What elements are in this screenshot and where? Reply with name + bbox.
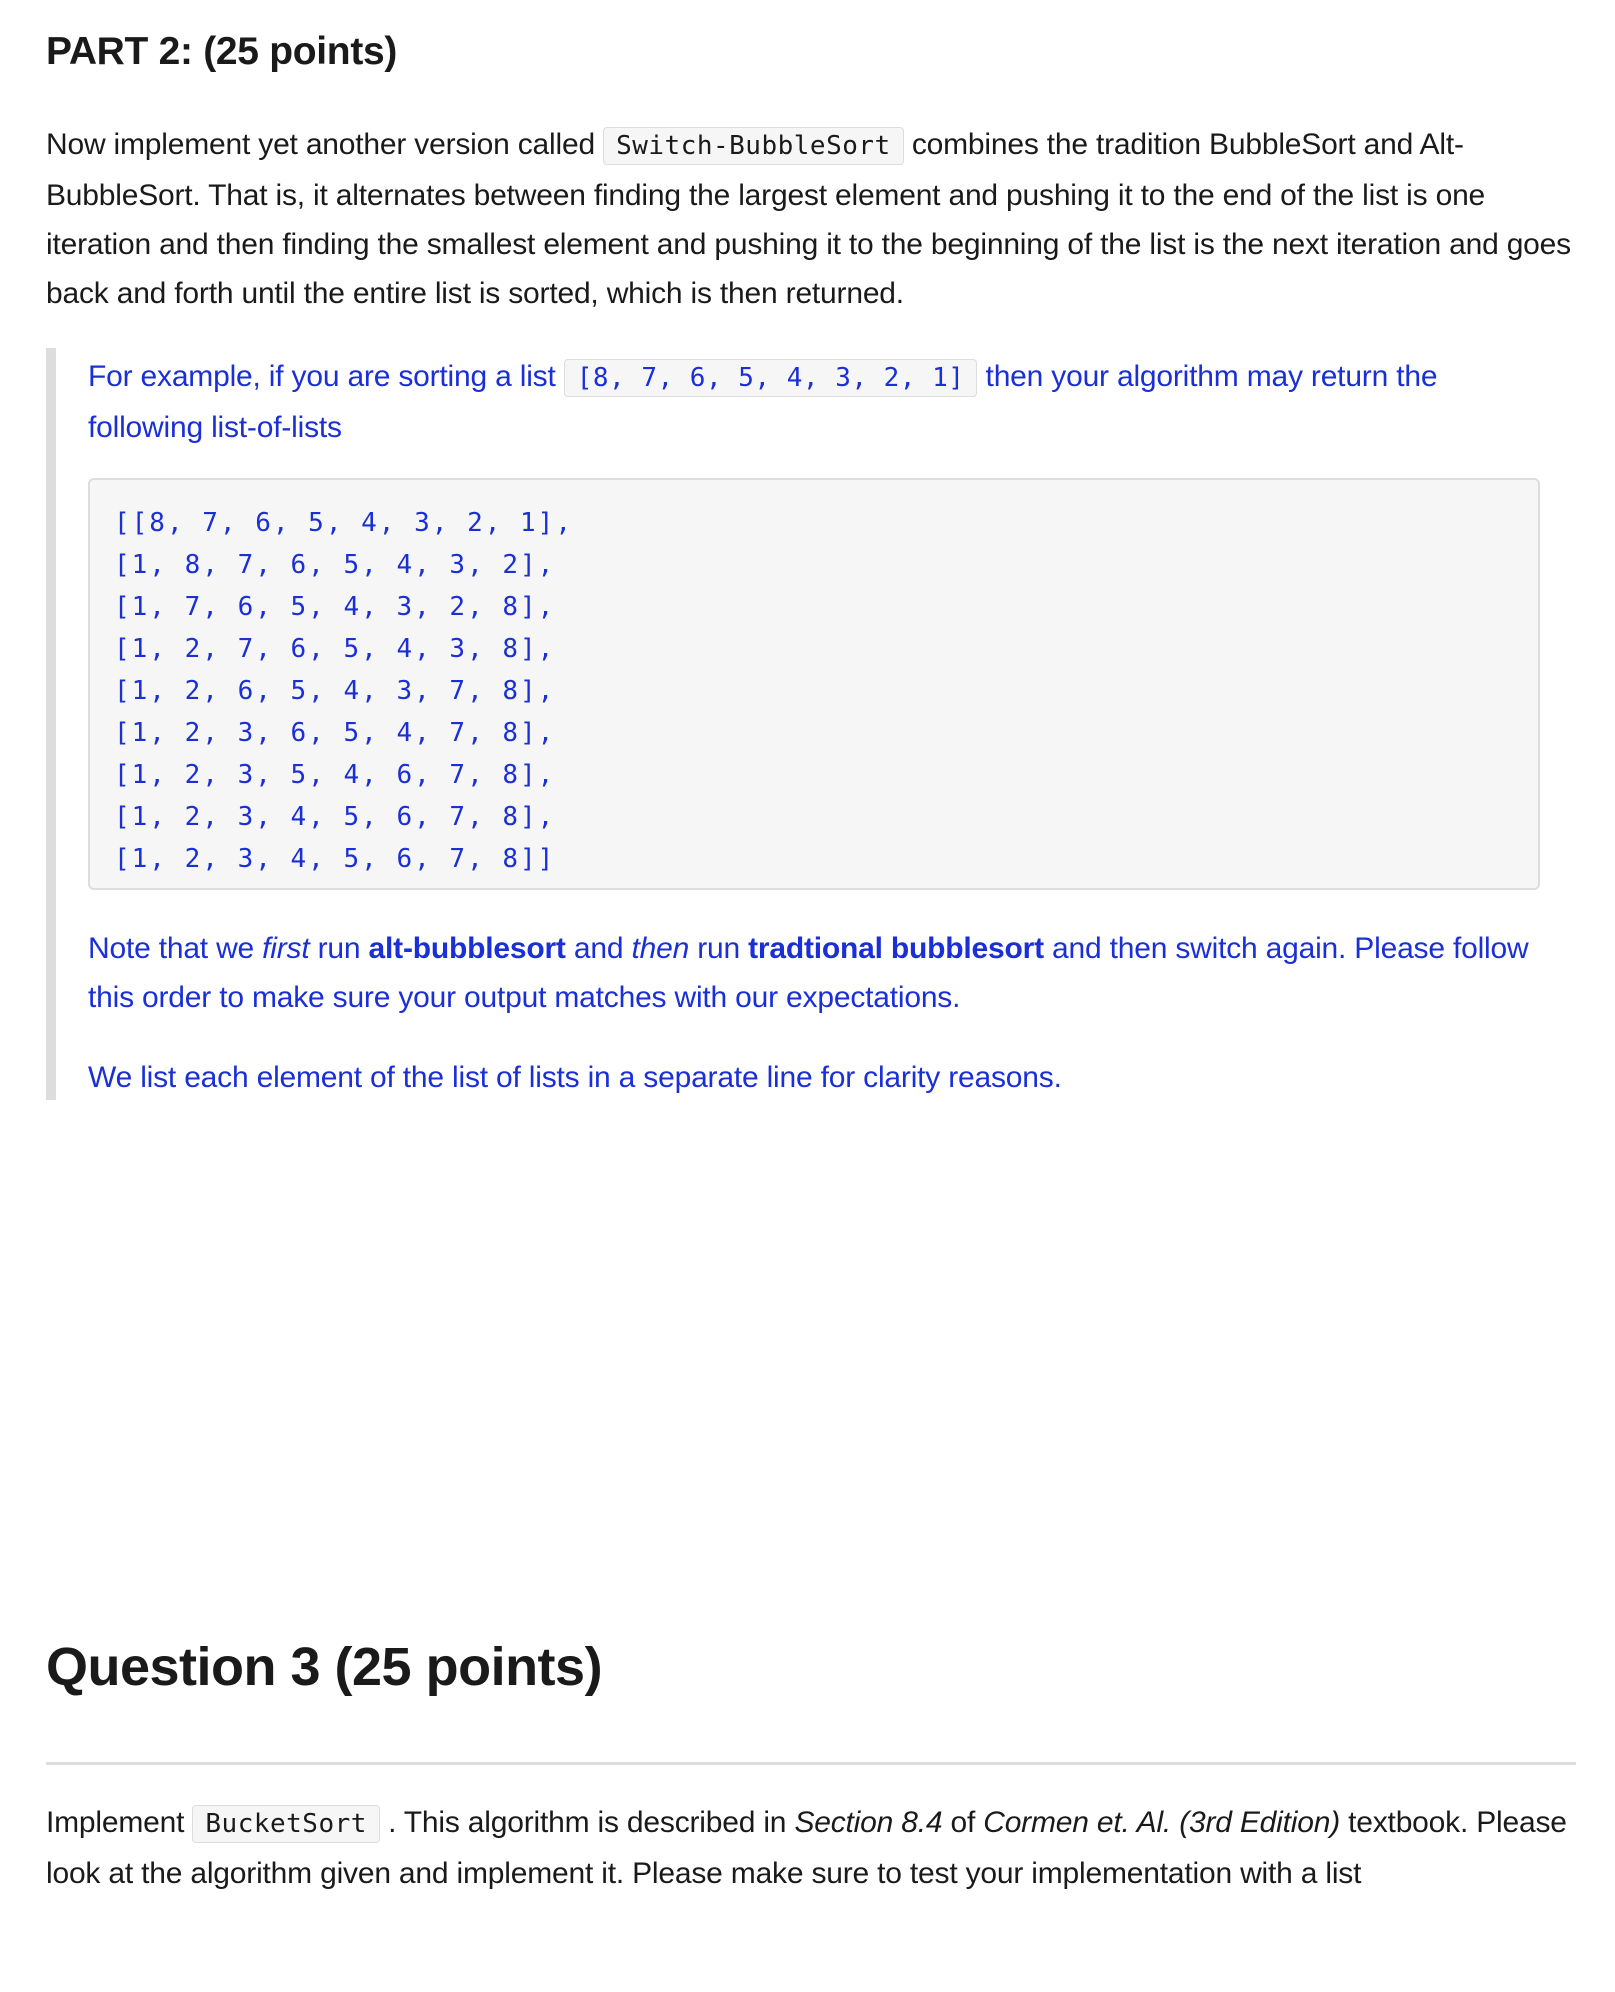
q3-text: textbook. Please look at the algorithm given and implement it. Please make sure to test your implementation with a list — [46, 1806, 1567, 1890]
part2-intro-paragraph — [46, 120, 1576, 318]
note-emphasis-first: first — [262, 932, 310, 965]
question3-heading: Question 3 (25 points) — [46, 1637, 603, 1697]
code-lines — [114, 502, 573, 880]
clarity-note-paragraph: We list each element of the list of lists in a separate line for clarity reasons. — [88, 1061, 1062, 1094]
example-text-start: For example, if you are sorting a list — [88, 360, 564, 393]
note-text: Note that we — [88, 932, 263, 965]
code-line: [[8, 7, 6, 5, 4, 3, 2, 1], — [114, 508, 573, 538]
q3-emphasis-textbook: Cormen et. Al. (3rd Edition) — [983, 1806, 1340, 1839]
code-line: [1, 2, 3, 5, 4, 6, 7, 8], — [114, 760, 556, 790]
part2-heading: PART 2: (25 points) — [46, 30, 398, 73]
q3-emphasis-section: Section 8.4 — [794, 1806, 943, 1839]
note-text: and — [565, 932, 632, 965]
example-text-end: then your algorithm may return the following list-of-lists — [88, 360, 1438, 444]
example-blockquote — [46, 348, 1576, 1100]
question3-paragraph — [46, 1798, 1576, 1898]
code-line: [1, 8, 7, 6, 5, 4, 3, 2], — [114, 550, 556, 580]
code-line: [1, 7, 6, 5, 4, 3, 2, 8], — [114, 592, 556, 622]
note-text: run — [689, 932, 749, 965]
q3-text: Implement — [46, 1806, 193, 1839]
note-text: run — [309, 932, 369, 965]
code-line: [1, 2, 3, 6, 5, 4, 7, 8], — [114, 718, 556, 748]
note-text: and then switch again. Please follow this order to make sure your output matches with our expectations. — [88, 932, 1529, 1014]
note-emphasis-then: then — [631, 932, 690, 965]
code-line: [1, 2, 7, 6, 5, 4, 3, 8], — [114, 634, 556, 664]
switch-bubblesort-code: Switch-BubbleSort — [603, 127, 904, 165]
note-bold-alt-bubblesort: alt-bubblesort — [368, 932, 566, 965]
note-bold-traditional-bubblesort: tradtional bubblesort — [748, 932, 1044, 965]
q3-text: . This algorithm is described in — [379, 1806, 795, 1839]
example-paragraph — [88, 352, 1548, 452]
part2-intro-text-start: Now implement yet another version called — [46, 128, 604, 161]
list-of-lists-codeblock — [88, 478, 1540, 890]
q3-text: of — [942, 1806, 984, 1839]
code-line: [1, 2, 3, 4, 5, 6, 7, 8], — [114, 802, 556, 832]
part2-intro-text-end: combines the tradition BubbleSort and Alt-BubbleSort. That is, it alternates between finding the largest element and pushing it to the end of the list is one iteration and then finding the smallest element and pushing it to the beginning of the list is the next iteration and goes back and forth until the entire list is sorted, which is then returned. — [46, 128, 1571, 310]
example-list-code: [8, 7, 6, 5, 4, 3, 2, 1] — [564, 359, 978, 397]
code-line: [1, 2, 3, 4, 5, 6, 7, 8]] — [114, 844, 556, 874]
horizontal-rule — [46, 1762, 1576, 1765]
order-note-paragraph — [88, 924, 1548, 1022]
code-line: [1, 2, 6, 5, 4, 3, 7, 8], — [114, 676, 556, 706]
bucketsort-code: BucketSort — [192, 1805, 380, 1843]
